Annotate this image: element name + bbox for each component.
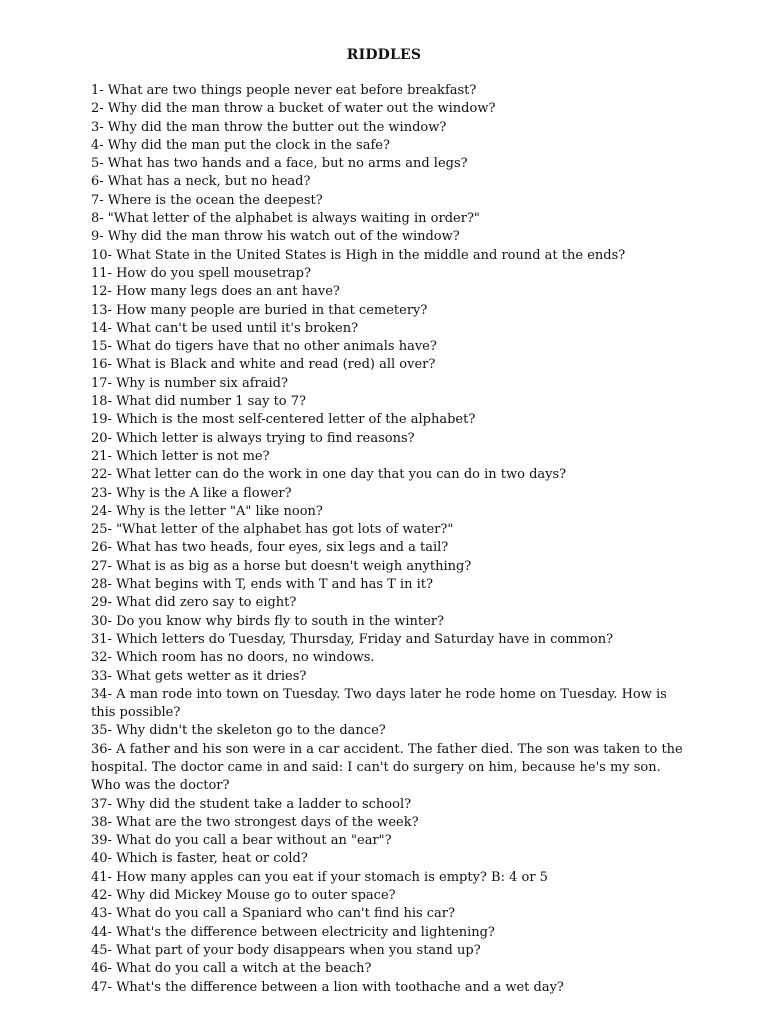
riddle-item: 42- Why did Mickey Mouse go to outer space? — [91, 888, 396, 904]
riddle-item: 5- What has two hands and a face, but no arms and legs? — [91, 156, 468, 172]
riddle-item: 8- "What letter of the alphabet is always waiting in order?" — [91, 211, 480, 227]
riddle-item: 43- What do you call a Spaniard who can't find his car? — [91, 906, 455, 922]
riddle-list — [91, 82, 691, 997]
riddle-item: 9- Why did the man throw his watch out of the window? — [91, 229, 460, 245]
riddle-item: 4- Why did the man put the clock in the safe? — [91, 137, 390, 153]
riddle-item: 12- How many legs does an ant have? — [91, 284, 340, 300]
riddle-item: 26- What has two heads, four eyes, six legs and a tail? — [91, 540, 449, 556]
riddle-item: 27- What is as big as a horse but doesn't weigh anything? — [91, 558, 472, 574]
riddle-item: 1- What are two things people never eat before breakfast? — [91, 83, 477, 98]
riddle-item: 3- Why did the man throw the butter out the window? — [91, 119, 447, 135]
riddle-item: 22- What letter can do the work in one day that you can do in two days? — [91, 467, 567, 483]
riddle-item: 29- What did zero say to eight? — [91, 595, 297, 611]
riddle-item: 17- Why is number six afraid? — [91, 375, 288, 391]
riddle-item: 44- What's the difference between electricity and lightening? — [91, 924, 495, 940]
riddle-item: 25- "What letter of the alphabet has got lots of water?" — [91, 522, 454, 538]
riddle-item: 10- What State in the United States is High in the middle and round at the ends? — [91, 247, 626, 263]
riddle-item: 41- How many apples can you eat if your stomach is empty? B: 4 or 5 — [91, 869, 548, 885]
riddle-item: 24- Why is the letter "A" like noon? — [91, 503, 323, 519]
riddle-item: 35- Why didn't the skeleton go to the dance? — [91, 723, 386, 739]
riddle-item: 20- Which letter is always trying to find reasons? — [91, 430, 415, 446]
riddle-item: 36- A father and his son were in a car accident. The father died. The son was taken to the hospital. The doctor came in and said: I can't do surgery on him, because he's my son. Who was the doctor? — [91, 741, 683, 794]
page-title: RIDDLES — [346, 47, 422, 63]
riddle-item: 30- Do you know why birds fly to south in the winter? — [91, 613, 445, 629]
riddle-item: 21- Which letter is not me? — [91, 448, 270, 464]
riddle-item: 6- What has a neck, but no head? — [91, 174, 311, 190]
riddle-item: 33- What gets wetter as it dries? — [91, 668, 307, 684]
riddle-item: 15- What do tigers have that no other animals have? — [91, 339, 437, 355]
riddle-item: 46- What do you call a witch at the beach? — [91, 961, 372, 977]
riddle-item: 16- What is Black and white and read (red) all over? — [91, 357, 436, 373]
riddle-item: 34- A man rode into town on Tuesday. Two days later he rode home on Tuesday. How is this possible? — [91, 686, 667, 721]
riddle-item: 39- What do you call a bear without an "ear"? — [91, 833, 392, 849]
riddle-item: 37- Why did the student take a ladder to school? — [91, 796, 412, 812]
riddle-item: 19- Which is the most self-centered letter of the alphabet? — [91, 412, 476, 428]
riddle-item: 14- What can't be used until it's broken? — [91, 320, 359, 336]
riddle-item: 7- Where is the ocean the deepest? — [91, 192, 323, 208]
riddle-item: 28- What begins with T, ends with T and has T in it? — [91, 577, 433, 593]
riddle-item: 2- Why did the man throw a bucket of water out the window? — [91, 101, 496, 117]
riddle-item: 45- What part of your body disappears when you stand up? — [91, 942, 481, 958]
riddle-item: 11- How do you spell mousetrap? — [91, 265, 311, 281]
riddle-item: 38- What are the two strongest days of the week? — [91, 814, 419, 830]
riddle-item: 40- Which is faster, heat or cold? — [91, 851, 308, 867]
riddle-item: 31- Which letters do Tuesday, Thursday, Friday and Saturday have in common? — [91, 631, 614, 647]
riddle-item: 32- Which room has no doors, no windows. — [91, 650, 375, 666]
riddle-item: 23- Why is the A like a flower? — [91, 485, 292, 501]
riddle-item: 18- What did number 1 say to 7? — [91, 394, 307, 410]
riddle-item: 13- How many people are buried in that cemetery? — [91, 302, 428, 318]
riddle-item: 47- What's the difference between a lion with toothache and a wet day? — [91, 979, 564, 995]
